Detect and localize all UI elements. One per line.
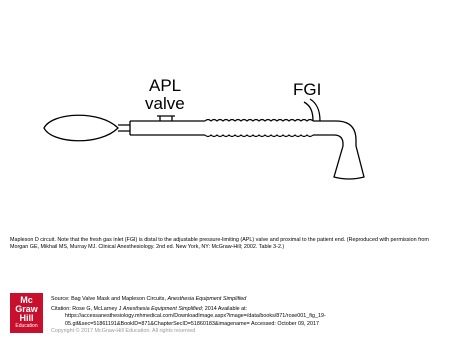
- face-mask: [334, 146, 364, 179]
- apl-label-line1: APL: [149, 76, 182, 95]
- patient-elbow: [313, 121, 356, 146]
- citation-url[interactable]: https://accessanesthesiology.mhmedical.com/DownloadImage.aspx?image=/data/books/871/rose001_fig_19-05.gif&sec=51861191&BookID=871&ChapterSecID=51860183&imagename= Accessed: October 09, 2017: [65, 313, 326, 327]
- logo-line-graw: Graw: [15, 304, 38, 314]
- reservoir-bag: [44, 115, 118, 141]
- citation-prefix: Citation: Rose G, McLarney J: [51, 306, 123, 313]
- corrugated-tube-lower: [205, 135, 313, 137]
- citation-line: [51, 306, 443, 313]
- citation-title: Anesthesia Equipment Simplified: [122, 306, 202, 313]
- logo-line-hill: Hill: [19, 313, 34, 323]
- source-line: [51, 296, 443, 303]
- apl-valve: [130, 116, 205, 135]
- corrugated-tube-upper: [205, 120, 313, 122]
- apl-label-line2: valve: [145, 94, 185, 113]
- citation-suffix: ; 2014 Available at:: [201, 306, 248, 313]
- source-title: Anesthesia Equipment Simplified: [167, 296, 247, 302]
- logo-line-mc: Mc: [20, 295, 33, 305]
- logo-line-education: Education: [15, 323, 38, 329]
- bag-neck: [118, 125, 130, 131]
- source-block: [51, 296, 443, 335]
- copyright-notice: Copyright © 2017 McGraw-Hill Education. All rights reserved: [51, 327, 196, 334]
- mcgraw-hill-logo: [10, 293, 43, 333]
- fgi-inlet: [304, 99, 320, 121]
- figure-caption: Mapleson D circuit. Note that the fresh gas inlet (FGI) is distal to the adjustable pressure-limiting (APL) valve and proximal to the patient end. (Reproduced with permission from Morgan GE, Mikhail MS, Murray MJ. Clinical Anesthesiology. 2nd ed. New York, NY: McGraw-Hill; 2002. Table 3-2.): [10, 237, 429, 251]
- fgi-label: FGI: [293, 80, 322, 99]
- source-prefix: Source: Bag Valve Mask and Mapleson Circuits,: [51, 296, 168, 302]
